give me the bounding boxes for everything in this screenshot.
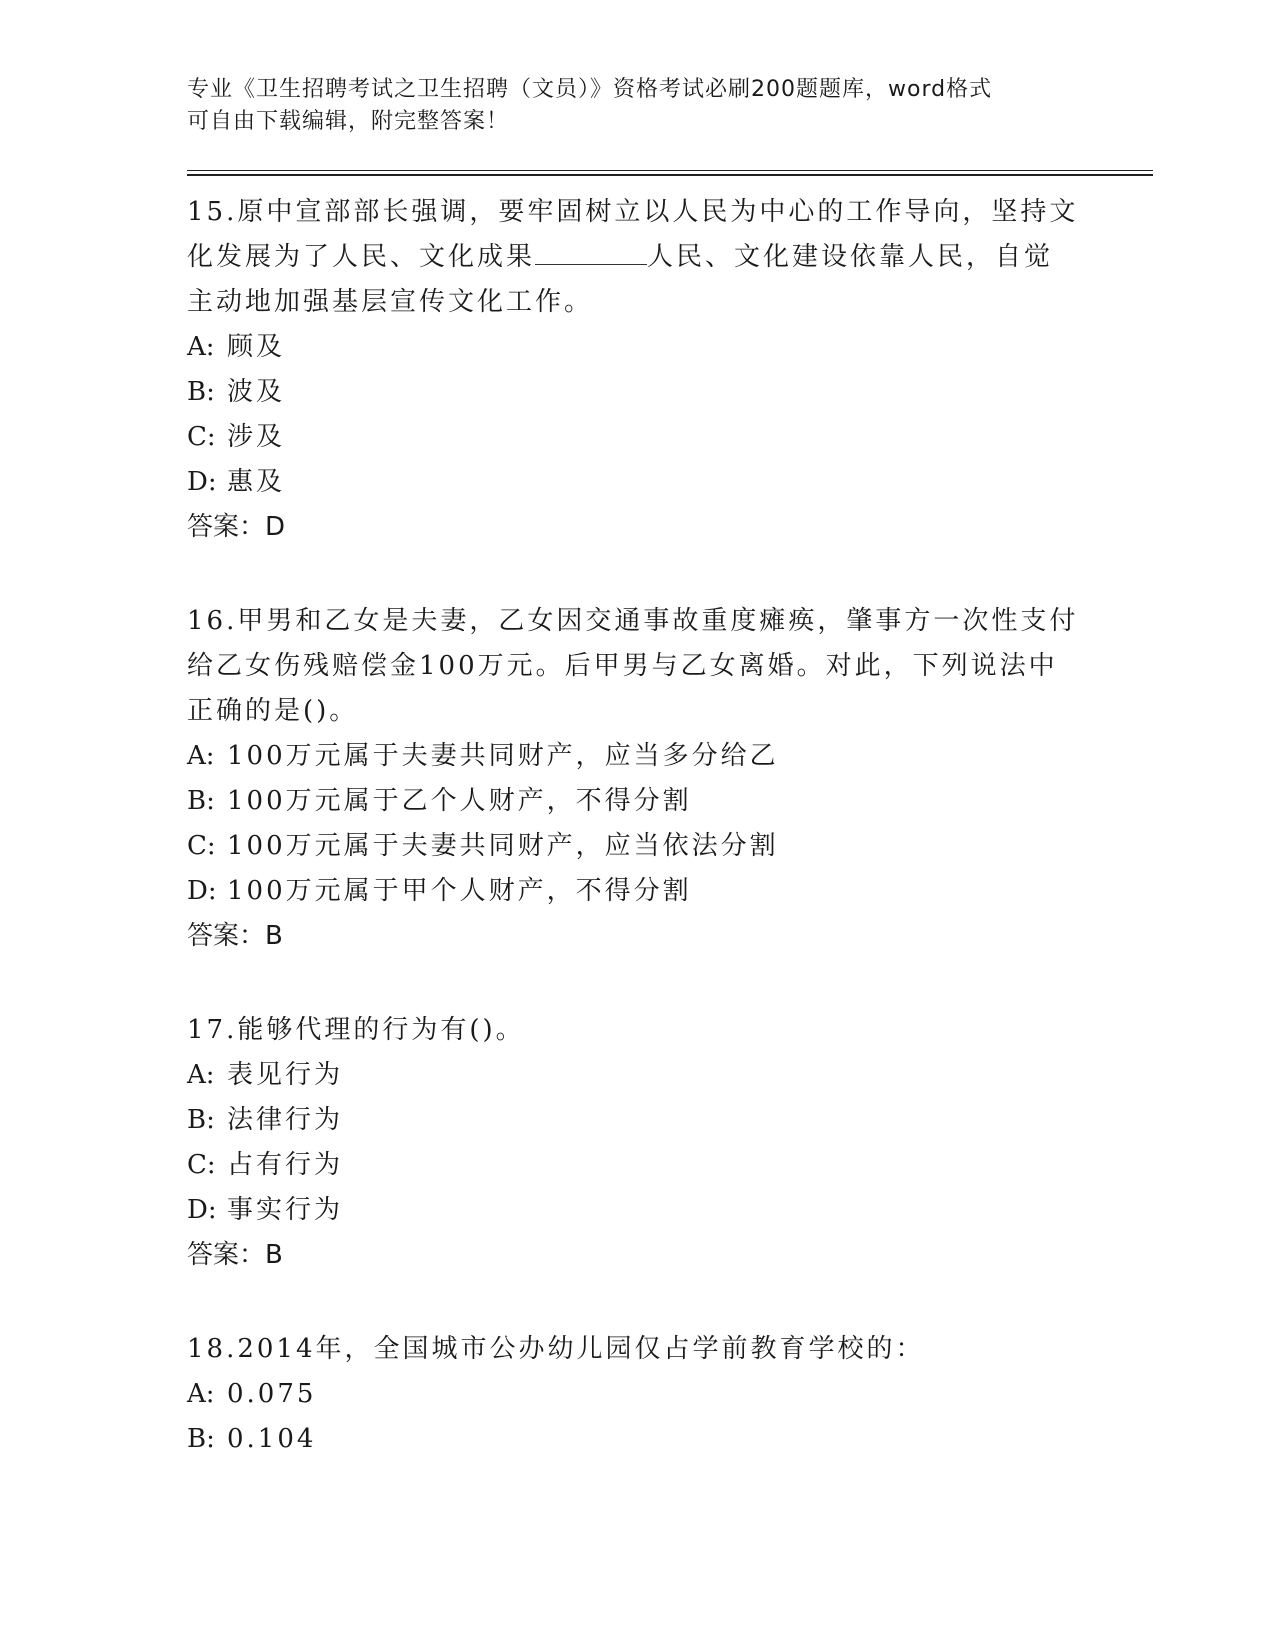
option-b — [187, 370, 1087, 415]
question-list — [187, 190, 1087, 1511]
option-text: 惠及 — [227, 467, 286, 497]
question-stem — [187, 1008, 1087, 1053]
option-letter: A: — [187, 332, 215, 362]
option-d — [187, 460, 1087, 505]
question-stem-fragment: 人民、文化建设依靠人民，自觉 — [647, 242, 1054, 272]
option-letter: D: — [187, 467, 217, 497]
question-stem-line: 给乙女伤残赔偿金100万元。后甲男与乙女离婚。对此，下列说法中 — [187, 651, 1058, 681]
answer-line: 答案：B — [187, 1240, 283, 1270]
document-header — [187, 74, 1067, 138]
option-text: 100万元属于夫妻共同财产，应当多分给乙 — [227, 741, 779, 771]
option-b — [187, 1417, 1087, 1462]
option-text: 0.104 — [227, 1424, 317, 1454]
option-c — [187, 415, 1087, 460]
option-b — [187, 1098, 1087, 1143]
option-letter: D: — [187, 876, 217, 906]
option-text: 100万元属于乙个人财产，不得分割 — [227, 786, 692, 816]
header-title-line-1: 专业《卫生招聘考试之卫生招聘（文员）》资格考试必刷200题题库，word格式 — [187, 77, 993, 102]
option-c — [187, 1143, 1087, 1188]
option-letter: B: — [187, 1424, 215, 1454]
option-a — [187, 734, 1087, 779]
header-divider-thick — [187, 174, 1153, 176]
option-letter: C: — [187, 831, 216, 861]
question-stem-line: 正确的是()。 — [187, 696, 359, 726]
option-letter: C: — [187, 422, 216, 452]
option-text: 事实行为 — [227, 1195, 344, 1225]
option-d — [187, 869, 1087, 914]
answer-line: 答案：D — [187, 512, 286, 542]
option-c — [187, 824, 1087, 869]
option-d — [187, 1188, 1087, 1233]
question-15 — [187, 190, 1087, 550]
question-stem — [187, 190, 1087, 325]
option-a — [187, 325, 1087, 370]
question-stem-line: 17.能够代理的行为有()。 — [187, 1015, 525, 1045]
fill-in-blank — [535, 242, 647, 265]
question-stem-line: 18.2014年，全国城市公办幼儿园仅占学前教育学校的： — [187, 1334, 925, 1364]
option-text: 0.075 — [227, 1379, 317, 1409]
option-letter: B: — [187, 786, 215, 816]
option-letter: D: — [187, 1195, 217, 1225]
option-text: 涉及 — [227, 422, 286, 452]
option-text: 100万元属于夫妻共同财产，应当依法分割 — [227, 831, 779, 861]
question-stem-line: 15.原中宣部部长强调，要牢固树立以人民为中心的工作导向，坚持文 — [187, 197, 1079, 227]
header-divider-thin — [187, 170, 1153, 171]
question-16 — [187, 599, 1087, 959]
option-letter: B: — [187, 1105, 215, 1135]
option-text: 占有行为 — [227, 1150, 344, 1180]
question-stem-line: 16.甲男和乙女是夫妻，乙女因交通事故重度瘫痪，肇事方一次性支付 — [187, 606, 1079, 636]
answer-line: 答案：B — [187, 921, 283, 951]
header-title-line-2: 可自由下载编辑，附完整答案！ — [187, 109, 510, 134]
option-b — [187, 779, 1087, 824]
option-text: 法律行为 — [227, 1105, 344, 1135]
option-a — [187, 1053, 1087, 1098]
option-letter: A: — [187, 1379, 215, 1409]
question-17 — [187, 1008, 1087, 1278]
option-text: 波及 — [227, 377, 286, 407]
question-18 — [187, 1327, 1087, 1462]
option-a — [187, 1372, 1087, 1417]
question-stem — [187, 599, 1087, 734]
option-letter: A: — [187, 741, 215, 771]
option-letter: C: — [187, 1150, 216, 1180]
option-text: 顾及 — [227, 332, 286, 362]
question-stem — [187, 1327, 1087, 1372]
option-text: 100万元属于甲个人财产，不得分割 — [227, 876, 692, 906]
question-stem-line — [187, 235, 1087, 280]
question-stem-line: 主动地加强基层宣传文化工作。 — [187, 287, 594, 317]
option-text: 表见行为 — [227, 1060, 344, 1090]
question-stem-fragment: 化发展为了人民、文化成果 — [187, 242, 536, 272]
option-letter: A: — [187, 1060, 215, 1090]
option-letter: B: — [187, 377, 215, 407]
